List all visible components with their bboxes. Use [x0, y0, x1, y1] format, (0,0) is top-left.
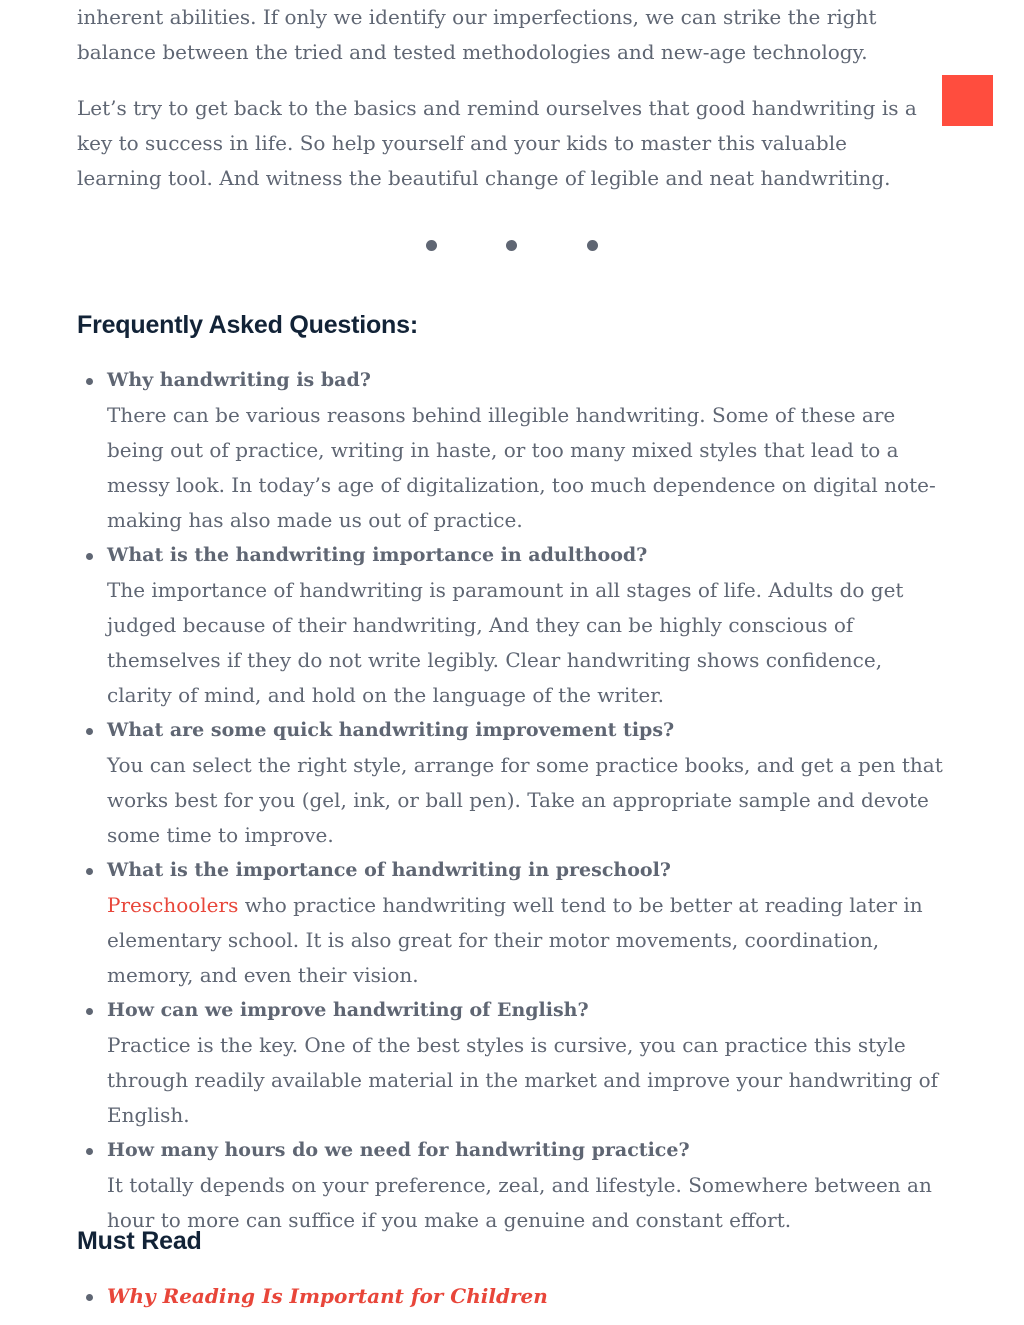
separator-dot [587, 240, 598, 251]
faq-list [77, 363, 947, 1238]
must-read-heading: Must Read [77, 1227, 202, 1255]
faq-question: How many hours do we need for handwriting practice? [107, 1139, 690, 1161]
faq-question: What are some quick handwriting improvement tips? [107, 719, 675, 741]
faq-answer [107, 888, 947, 993]
faq-answer-text: who practice handwriting well tend to be better at reading later in elementary school. It is also great for their motor movements, coordination, memory, and even their vision. [107, 893, 923, 987]
faq-answer: You can select the right style, arrange for some practice books, and get a pen that works best for you (gel, ink, or ball pen). Take an appropriate sample and devote some time to improve. [107, 753, 943, 847]
faq-answer: The importance of handwriting is paramount in all stages of life. Adults do get judged because of their handwriting, And they can be highly conscious of themselves if they do not write legibly. Clear handwriting shows confidence, clarity of mind, and hold on the language of the writer. [107, 578, 904, 707]
separator-dot [506, 240, 517, 251]
faq-answer: It totally depends on your preference, zeal, and lifestyle. Somewhere between an hour to more can suffice if you make a genuine and constant effort. [107, 1173, 932, 1232]
faq-item [77, 853, 947, 993]
must-read-item [77, 1279, 548, 1314]
faq-question: How can we improve handwriting of English? [107, 999, 589, 1021]
faq-item [77, 993, 947, 1133]
separator-dot [426, 240, 437, 251]
faq-item [77, 713, 947, 853]
accent-square [942, 75, 993, 126]
preschoolers-link[interactable]: Preschoolers [107, 893, 239, 917]
must-read-link[interactable]: Why Reading Is Important for Children [107, 1284, 548, 1308]
faq-item [77, 363, 947, 538]
faq-item [77, 538, 947, 713]
faq-heading: Frequently Asked Questions: [77, 311, 418, 339]
faq-item [77, 1133, 947, 1238]
faq-answer: Practice is the key. One of the best styles is cursive, you can practice this style through readily available material in the market and improve your handwriting of English. [107, 1033, 939, 1127]
intro-paragraph-1: inherent abilities. If only we identify our imperfections, we can strike the right balance between the tried and tested methodologies and new-age technology. [77, 5, 877, 64]
intro-paragraph-2: Let’s try to get back to the basics and remind ourselves that good handwriting is a key to success in life. So help yourself and your kids to master this valuable learning tool. And witness the beautiful change of legible and neat handwriting. [77, 96, 917, 190]
faq-question: What is the handwriting importance in adulthood? [107, 544, 648, 566]
faq-question: What is the importance of handwriting in preschool? [107, 859, 671, 881]
must-read-list [77, 1279, 548, 1314]
faq-question: Why handwriting is bad? [107, 369, 371, 391]
faq-answer: There can be various reasons behind illegible handwriting. Some of these are being out of practice, writing in haste, or too many mixed styles that lead to a messy look. In today’s age of digitalization, too much dependence on digital note-making has also made us out of practice. [107, 403, 936, 532]
section-separator [77, 240, 947, 254]
